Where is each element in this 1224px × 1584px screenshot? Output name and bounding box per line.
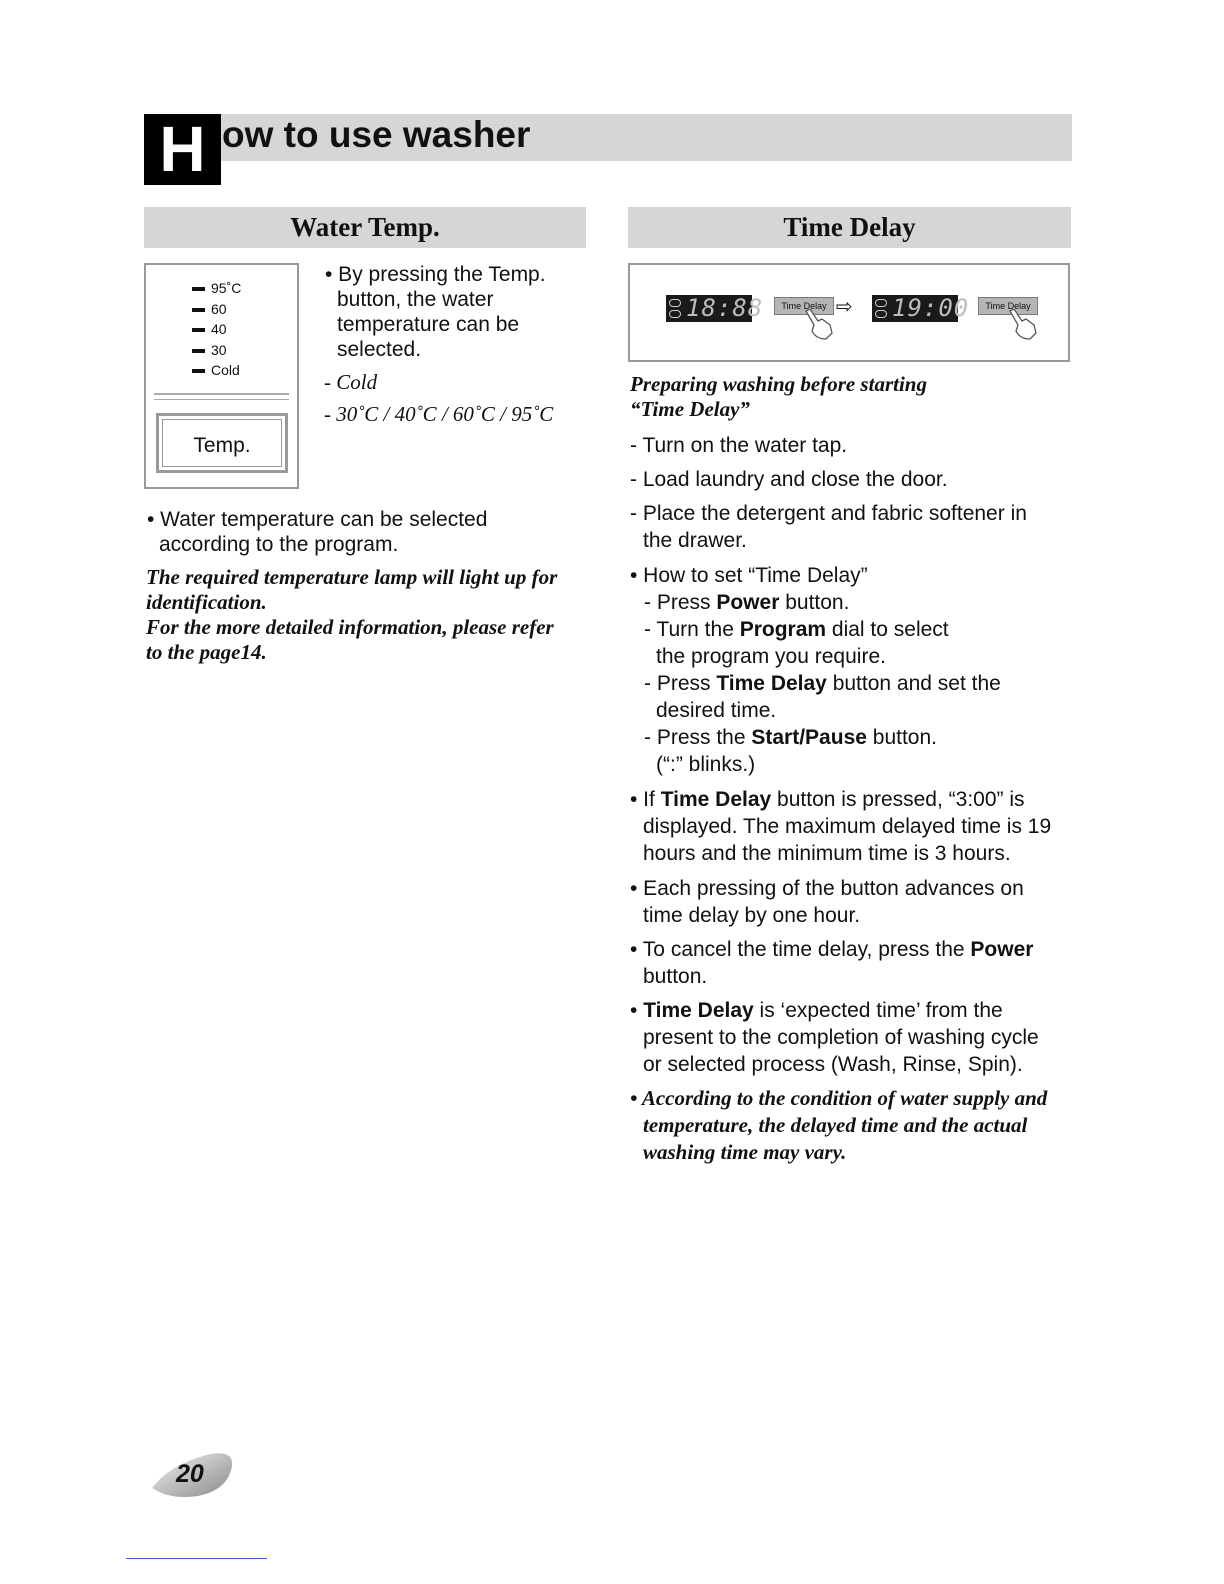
lamp-icon (192, 349, 205, 353)
temp-note: The required temperature lamp will light up for identification. For the more detailed information, please refer to the page14. (146, 565, 558, 664)
step-time-delay: - Press Time Delay button and set the desired time. (644, 672, 1001, 722)
bullet-if-pressed: • If Time Delay button is pressed, “3:00” is displayed. The maximum delayed time is 19 hours and the minimum time is 3 hours. (630, 788, 1052, 865)
temp-level-60: 60 (192, 300, 227, 318)
page-number: 20 (176, 1460, 204, 1488)
temp-bullet-1: • By pressing the Temp. button, the water temperature can be selected. (325, 263, 546, 361)
time-delay-button[interactable]: Time Delay (774, 297, 834, 315)
display-after: 19:00 (872, 295, 958, 322)
temp-level-cold: Cold (192, 361, 240, 379)
display-before: 18:88 (666, 295, 752, 322)
arrow-right-icon: ⇨ (836, 294, 853, 318)
bullet-cancel: • To cancel the time delay, press the Power button. (630, 938, 1034, 988)
indicator-icon (669, 310, 681, 318)
prep-step-3: - Place the detergent and fabric softener in the drawer. (630, 502, 1027, 552)
indicator-icon (669, 299, 681, 307)
step-start-pause: - Press the Start/Pause button. (“:” blinks.) (644, 726, 937, 776)
how-to-title: • How to set “Time Delay” (630, 564, 868, 587)
prep-step-2: - Load laundry and close the door. (630, 468, 948, 491)
pressing-hand-icon (800, 309, 836, 343)
pressing-hand-icon (1004, 309, 1040, 343)
lamp-icon (192, 287, 205, 291)
step-program: - Turn the Program dial to select the program you require. (644, 618, 949, 668)
header-initial-letter: H (144, 114, 221, 185)
temp-option-cold: - Cold (324, 370, 378, 394)
temp-level-40: 40 (192, 320, 227, 338)
prep-step-1: - Turn on the water tap. (630, 434, 848, 457)
temp-option-values: - 30˚C / 40˚C / 60˚C / 95˚C (324, 402, 554, 426)
time-delay-illustration (628, 263, 1070, 362)
lamp-icon (192, 328, 205, 332)
indicator-icon (875, 310, 887, 318)
bullet-each-pressing: • Each pressing of the button advances on time delay by one hour. (630, 877, 1024, 927)
temp-control-panel (144, 263, 299, 489)
step-power: - Press Power button. (644, 591, 850, 614)
indicator-icon (875, 299, 887, 307)
temp-bullet-2: • Water temperature can be selected according to the program. (147, 508, 488, 556)
temp-level-95: 95˚C (192, 279, 241, 297)
water-temp-heading: Water Temp. (144, 207, 586, 248)
bottom-rule (126, 1558, 267, 1559)
temp-button-label: Temp. (162, 419, 282, 467)
divider (154, 393, 289, 400)
temp-button[interactable] (156, 413, 288, 473)
lamp-icon (192, 308, 205, 312)
time-delay-note: • According to the condition of water supply and temperature, the delayed time and the actual washing time may vary. (630, 1086, 1048, 1164)
lamp-icon (192, 369, 205, 373)
prep-title: Preparing washing before starting “Time Delay” (630, 372, 927, 421)
bullet-definition: • Time Delay is ‘expected time’ from the present to the completion of washing cycle or selected process (Wash, Rinse, Spin). (630, 999, 1039, 1076)
time-delay-heading: Time Delay (628, 207, 1071, 248)
page-title: ow to use washer (222, 114, 531, 155)
temp-level-30: 30 (192, 341, 227, 359)
time-delay-button[interactable]: Time Delay (978, 297, 1038, 315)
